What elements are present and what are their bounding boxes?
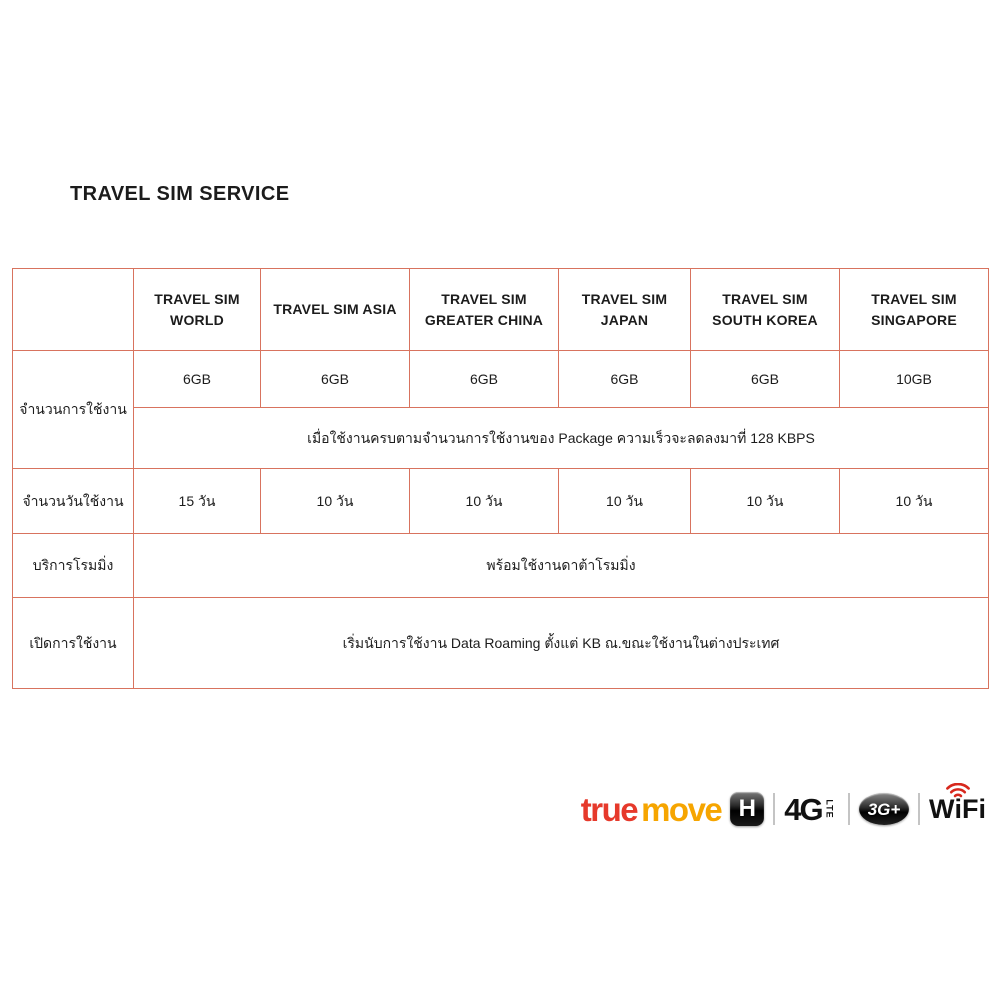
usage-value-south-korea: 6GB	[691, 351, 840, 408]
col-header-japan: TRAVEL SIM JAPAN	[559, 269, 691, 351]
days-value-world: 15 วัน	[134, 469, 261, 534]
row-label-roaming: บริการโรมมิ่ง	[13, 534, 134, 598]
3g-plus-label: 3G+	[867, 799, 901, 819]
corner-cell	[13, 269, 134, 351]
days-value-greater-china: 10 วัน	[410, 469, 559, 534]
col-header-greater-china: TRAVEL SIM GREATER CHINA	[410, 269, 559, 351]
col-header-world: TRAVEL SIM WORLD	[134, 269, 261, 351]
3g-plus-badge-icon	[859, 793, 909, 825]
h-badge-letter: H	[738, 795, 756, 822]
travel-sim-table	[12, 268, 989, 689]
row-label-activation: เปิดการใช้งาน	[13, 598, 134, 689]
usage-value-asia: 6GB	[261, 351, 410, 408]
usage-value-world: 6GB	[134, 351, 261, 408]
row-label-days: จำนวนวันใช้งาน	[13, 469, 134, 534]
col-header-south-korea: TRAVEL SIM SOUTH KOREA	[691, 269, 840, 351]
move-wordmark: move	[641, 790, 722, 828]
col-header-asia: TRAVEL SIM ASIA	[261, 269, 410, 351]
wifi-letters-fi: Fi	[962, 793, 986, 824]
true-wordmark: true	[580, 790, 638, 828]
usage-value-greater-china: 6GB	[410, 351, 559, 408]
usage-value-japan: 6GB	[559, 351, 691, 408]
logo-divider	[848, 793, 850, 825]
days-value-singapore: 10 วัน	[840, 469, 989, 534]
row-label-usage: จำนวนการใช้งาน	[13, 351, 134, 469]
h-badge-icon	[730, 792, 764, 826]
wifi-letter-w: W	[929, 793, 955, 824]
days-value-south-korea: 10 วัน	[691, 469, 840, 534]
page-title: TRAVEL SIM SERVICE	[70, 183, 290, 205]
days-row	[13, 469, 989, 534]
wifi-wordmark	[929, 793, 986, 824]
days-value-japan: 10 วัน	[559, 469, 691, 534]
activation-row	[13, 598, 989, 689]
logo-divider	[918, 793, 920, 825]
lte-label: LTE	[824, 799, 835, 819]
wifi-waves-icon	[945, 783, 971, 798]
usage-note-cell: เมื่อใช้งานครบตามจำนวนการใช้งานของ Package ความเร็วจะลดลงมาที่ 128 KBPS	[134, 408, 989, 469]
4g-label: 4G	[784, 791, 822, 827]
col-header-singapore: TRAVEL SIM SINGAPORE	[840, 269, 989, 351]
logo-divider	[773, 793, 775, 825]
usage-value-singapore: 10GB	[840, 351, 989, 408]
roaming-row	[13, 534, 989, 598]
truemove-wordmark	[580, 790, 722, 828]
header-row	[13, 269, 989, 351]
4g-lte-mark	[784, 791, 839, 827]
days-value-asia: 10 วัน	[261, 469, 410, 534]
roaming-value-cell: พร้อมใช้งานดาต้าโรมมิ่ง	[134, 534, 989, 598]
activation-value-cell: เริ่มนับการใช้งาน Data Roaming ตั้งแต่ KB ณ.ขณะใช้งานในต่างประเทศ	[134, 598, 989, 689]
usage-values-row	[13, 351, 989, 408]
truemove-h-logo	[581, 782, 986, 836]
wifi-letter-i: i	[954, 793, 962, 824]
usage-note-row	[13, 408, 989, 469]
